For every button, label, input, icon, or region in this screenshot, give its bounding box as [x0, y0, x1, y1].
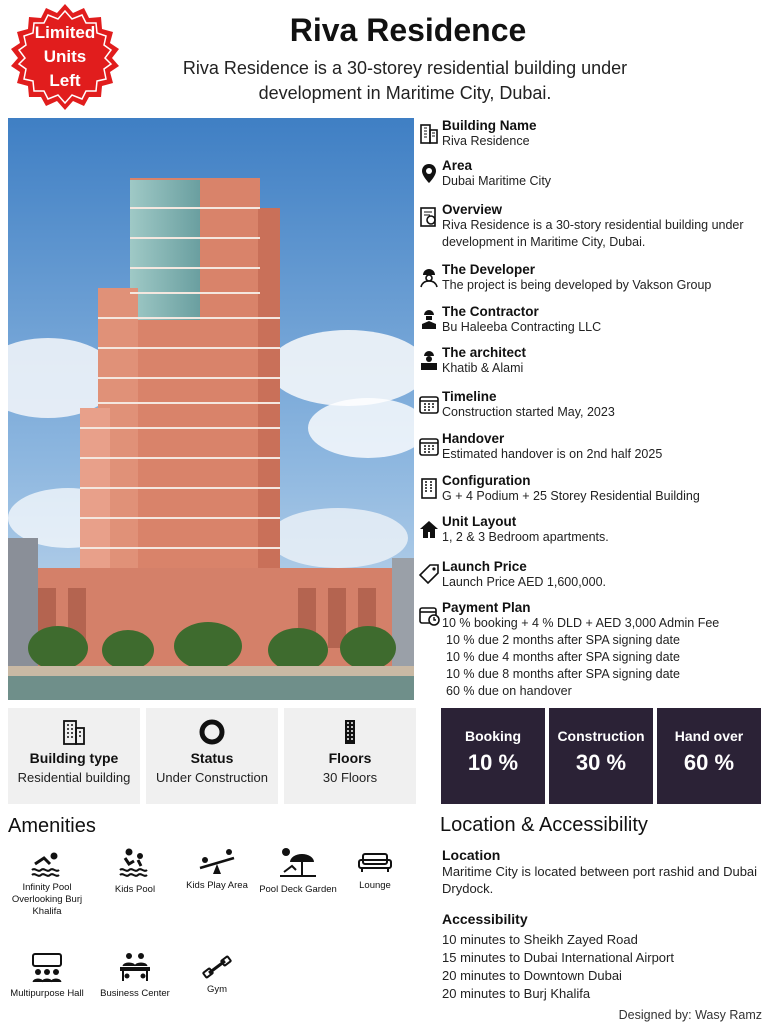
stat-value: Under Construction	[156, 770, 268, 785]
payment-label: Construction	[557, 728, 645, 744]
building-icon	[418, 122, 440, 144]
payment-value: 60 %	[683, 750, 735, 775]
calendar-icon	[418, 393, 440, 415]
stat-card-building-type	[8, 708, 140, 804]
stat-value: 30 Floors	[322, 770, 378, 785]
amenity-infinity-pool	[7, 848, 87, 918]
stat-label: Building type	[29, 750, 119, 766]
detail-label: Launch Price	[442, 559, 527, 574]
payment-plan-line: 10 % due 4 months after SPA signing date	[446, 650, 680, 664]
sofa-icon	[357, 850, 393, 876]
detail-value: 10 % booking + 4 % DLD + AED 3,000 Admin Fee	[442, 616, 720, 630]
location-pin-icon	[418, 162, 440, 184]
seesaw-icon	[197, 848, 237, 876]
architect-icon	[418, 349, 440, 371]
detail-label: The Contractor	[442, 304, 539, 319]
detail-label: Timeline	[442, 389, 497, 404]
dumbbell-icon	[202, 954, 232, 980]
detail-value: Estimated handover is on 2nd half 2025	[442, 447, 663, 461]
amenity-label: Lounge	[359, 880, 391, 891]
payment-card-booking	[441, 708, 545, 804]
payment-label: Booking	[465, 728, 521, 744]
overview-document-icon	[418, 206, 440, 228]
payment-plan-line: 10 % due 8 months after SPA signing date	[446, 667, 680, 681]
amenity-multipurpose-hall	[7, 952, 87, 1000]
accessibility-item: 15 minutes to Dubai International Airport	[442, 950, 674, 965]
tower-icon	[336, 718, 364, 746]
contractor-worker-icon	[418, 308, 440, 330]
detail-value: Dubai Maritime City	[442, 174, 552, 188]
detail-label: Building Name	[442, 118, 537, 133]
stat-value: Residential building	[17, 770, 131, 785]
accessibility-section	[442, 911, 762, 1003]
page-title: Riva Residence	[289, 12, 527, 48]
stat-card-status	[146, 708, 278, 804]
payment-plan-line: 10 % due 2 months after SPA signing date	[446, 633, 680, 647]
umbrella-icon	[278, 844, 318, 880]
amenity-kids-pool	[95, 846, 175, 896]
amenity-label: Kids Play Area	[186, 880, 248, 891]
developer-worker-icon	[418, 266, 440, 288]
configuration-building-icon	[418, 477, 440, 499]
kids-pool-icon	[118, 846, 152, 880]
amenity-lounge	[335, 850, 415, 892]
payment-value: 30 %	[575, 750, 627, 775]
location-text: Maritime City is located between port rashid and Dubai Drydock.	[442, 864, 758, 896]
detail-label: Unit Layout	[442, 514, 517, 529]
detail-label: The Developer	[442, 262, 536, 277]
amenity-kids-play-area	[177, 848, 257, 892]
apartment-icon	[60, 718, 88, 746]
detail-value: 1, 2 & 3 Bedroom apartments.	[442, 530, 609, 544]
amenity-label: Kids Pool	[114, 884, 156, 895]
designer-credit: Designed by: Wasy Ramz	[618, 1008, 762, 1022]
badge-line-1: Limited	[34, 23, 96, 42]
location-section	[442, 847, 762, 897]
detail-label: Area	[442, 158, 473, 173]
payment-plan-line: 60 % due on handover	[446, 684, 572, 698]
meeting-hall-icon	[29, 952, 65, 984]
payment-calendar-icon	[418, 604, 440, 626]
location-accessibility-heading: Location & Accessibility	[440, 814, 648, 836]
stat-label: Status	[190, 750, 234, 766]
accessibility-item: 10 minutes to Sheikh Zayed Road	[442, 932, 638, 947]
amenity-label: Gym	[206, 984, 228, 995]
payment-card-handover	[657, 708, 761, 804]
price-tag-icon	[418, 563, 440, 585]
amenity-business-center	[95, 950, 175, 1000]
accessibility-item: 20 minutes to Downtown Dubai	[442, 968, 622, 983]
status-ring-icon	[198, 718, 226, 746]
accessibility-item: 20 minutes to Burj Khalifa	[442, 986, 591, 1001]
amenity-gym	[177, 954, 257, 996]
page-subtitle: Riva Residence is a 30-storey residential building under development in Maritime City, Dubai.	[182, 58, 628, 103]
payment-card-construction	[549, 708, 653, 804]
amenities-heading: Amenities	[8, 815, 96, 837]
detail-value: Construction started May, 2023	[442, 405, 615, 419]
detail-value: Riva Residence	[442, 134, 530, 148]
building-rendering-image	[8, 118, 414, 700]
detail-value: Launch Price AED 1,600,000.	[442, 575, 607, 589]
payment-value: 10 %	[467, 750, 519, 775]
amenity-label: Multipurpose Hall	[10, 988, 84, 999]
swimmer-icon	[30, 848, 64, 878]
amenity-label: Pool Deck Garden	[259, 884, 337, 895]
badge-line-3: Left	[49, 71, 81, 90]
payment-label: Hand over	[674, 728, 744, 744]
accessibility-label: Accessibility	[442, 911, 528, 927]
amenity-pool-deck-garden	[258, 844, 338, 896]
detail-value: The project is being developed by Vakson Group	[442, 278, 712, 292]
home-icon	[418, 518, 440, 540]
location-label: Location	[442, 847, 501, 863]
detail-value: G + 4 Podium + 25 Storey Residential Building	[442, 489, 700, 503]
business-center-icon	[117, 950, 153, 984]
detail-label: Handover	[442, 431, 505, 446]
calendar-icon	[418, 435, 440, 457]
detail-label: The architect	[442, 345, 527, 360]
amenity-label: Business Center	[100, 988, 170, 999]
detail-label: Configuration	[442, 473, 531, 488]
detail-label: Overview	[442, 202, 503, 217]
detail-label: Payment Plan	[442, 600, 531, 615]
amenity-label: Infinity Pool Overlooking Burj Khalifa	[11, 882, 83, 917]
stat-label: Floors	[328, 750, 372, 766]
detail-value: Bu Haleeba Contracting LLC	[442, 320, 602, 334]
detail-value: Riva Residence is a 30-story residential building under development in Maritime City, Dubai.	[442, 218, 744, 249]
badge-line-2: Units	[43, 47, 87, 66]
stat-card-floors	[284, 708, 416, 804]
detail-value: Khatib & Alami	[442, 361, 524, 375]
